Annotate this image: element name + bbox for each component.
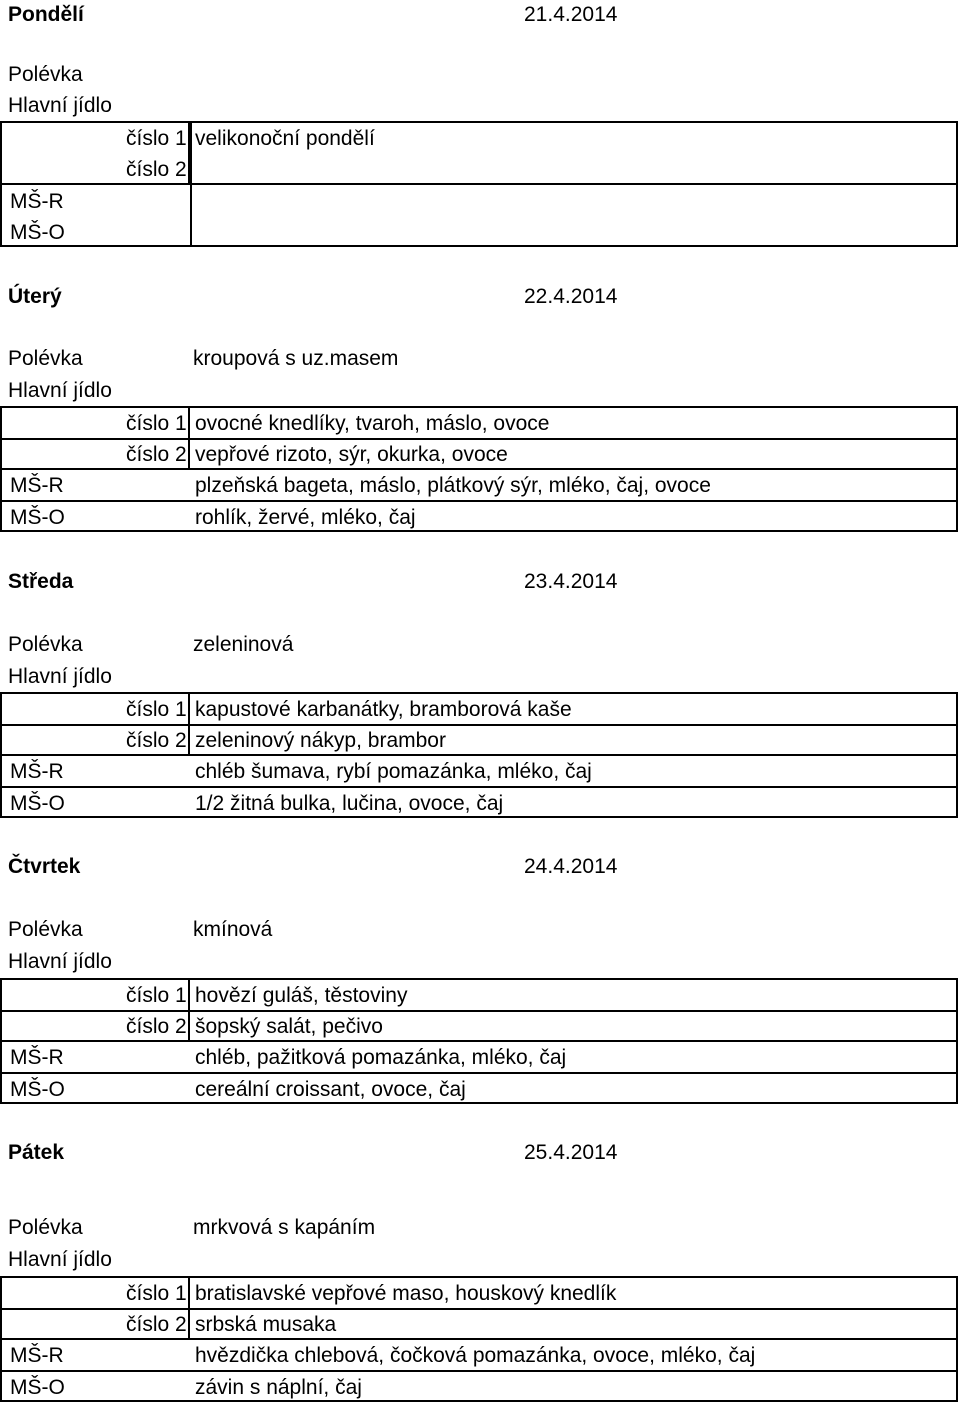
main-dish-label: Hlavní jídlo <box>8 950 112 973</box>
soup-row <box>0 343 960 374</box>
menu-grid <box>0 121 958 247</box>
soup-value: kmínová <box>193 918 273 941</box>
option-2-row <box>2 1309 956 1340</box>
soup-value: mrkvová s kapáním <box>193 1216 376 1239</box>
mso-label: MŠ-O <box>10 221 65 244</box>
soup-label: Polévka <box>8 1216 83 1239</box>
main-dish-row <box>0 375 960 406</box>
mso-label: MŠ-O <box>10 1376 65 1399</box>
day-date: 22.4.2014 <box>524 285 618 308</box>
option-1-row <box>2 408 956 439</box>
main-dish-label: Hlavní jídlo <box>8 1248 112 1271</box>
msr-label: MŠ-R <box>10 1046 64 1069</box>
mso-value: 1/2 žitná bulka, lučina, ovoce, čaj <box>195 792 504 815</box>
mso-label: MŠ-O <box>10 792 65 815</box>
mso-label: MŠ-O <box>10 506 65 529</box>
soup-label: Polévka <box>8 347 83 370</box>
day-name: Čtvrtek <box>8 855 81 878</box>
main-dish-row <box>0 90 960 121</box>
option-2-row <box>2 1011 956 1042</box>
option-2-label: číslo 2 <box>126 443 187 466</box>
msr-label: MŠ-R <box>10 1344 64 1367</box>
soup-row <box>0 59 960 90</box>
msr-row <box>2 756 956 787</box>
option-2-row <box>2 154 956 185</box>
day-name: Úterý <box>8 285 62 308</box>
option-1-value: ovocné knedlíky, tvaroh, máslo, ovoce <box>195 412 550 435</box>
msr-value: hvězdička chlebová, čočková pomazánka, ovoce, mléko, čaj <box>195 1344 756 1367</box>
msr-label: MŠ-R <box>10 190 64 213</box>
day-date: 23.4.2014 <box>524 570 618 593</box>
msr-label: MŠ-R <box>10 760 64 783</box>
soup-row <box>0 1212 960 1243</box>
option-2-label: číslo 2 <box>126 729 187 752</box>
mso-row <box>2 1372 956 1403</box>
menu-grid <box>0 692 958 818</box>
option-1-row <box>2 694 956 725</box>
day-name: Pondělí <box>8 3 84 26</box>
option-1-row <box>2 123 956 154</box>
soup-value: zeleninová <box>193 633 294 656</box>
option-1-label: číslo 1 <box>126 984 187 1007</box>
soup-row <box>0 914 960 945</box>
main-dish-row <box>0 661 960 692</box>
menu-grid <box>0 406 958 532</box>
msr-row <box>2 470 956 501</box>
main-dish-label: Hlavní jídlo <box>8 94 112 117</box>
option-2-label: číslo 2 <box>126 158 187 181</box>
day-name: Středa <box>8 570 74 593</box>
option-1-value: velikonoční pondělí <box>195 127 375 150</box>
option-2-value: šopský salát, pečivo <box>195 1015 383 1038</box>
option-1-label: číslo 1 <box>126 1282 187 1305</box>
option-2-value: vepřové rizoto, sýr, okurka, ovoce <box>195 443 508 466</box>
msr-row <box>2 1042 956 1073</box>
main-dish-label: Hlavní jídlo <box>8 665 112 688</box>
soup-label: Polévka <box>8 633 83 656</box>
mso-value: rohlík, žervé, mléko, čaj <box>195 506 416 529</box>
msr-label: MŠ-R <box>10 474 64 497</box>
main-dish-row <box>0 1244 960 1275</box>
mso-value: závin s náplní, čaj <box>195 1376 362 1399</box>
mso-row <box>2 502 956 533</box>
main-dish-row <box>0 946 960 977</box>
option-1-value: bratislavské vepřové maso, houskový knedlík <box>195 1282 617 1305</box>
mso-row <box>2 788 956 819</box>
option-2-row <box>2 439 956 470</box>
option-1-row <box>2 1278 956 1309</box>
msr-value: chléb šumava, rybí pomazánka, mléko, čaj <box>195 760 592 783</box>
mso-row <box>2 217 956 248</box>
msr-row <box>2 1340 956 1371</box>
day-date: 24.4.2014 <box>524 855 618 878</box>
mso-value: cereální croissant, ovoce, čaj <box>195 1078 466 1101</box>
option-1-row <box>2 980 956 1011</box>
option-1-label: číslo 1 <box>126 127 187 150</box>
option-2-label: číslo 2 <box>126 1015 187 1038</box>
msr-value: plzeňská bageta, máslo, plátkový sýr, mléko, čaj, ovoce <box>195 474 711 497</box>
mso-row <box>2 1074 956 1105</box>
option-2-row <box>2 725 956 756</box>
option-1-value: kapustové karbanátky, bramborová kaše <box>195 698 572 721</box>
menu-grid <box>0 1276 958 1402</box>
day-name: Pátek <box>8 1141 65 1164</box>
msr-value: chléb, pažitková pomazánka, mléko, čaj <box>195 1046 567 1069</box>
option-2-value: srbská musaka <box>195 1313 337 1336</box>
option-2-label: číslo 2 <box>126 1313 187 1336</box>
soup-label: Polévka <box>8 918 83 941</box>
msr-row <box>2 186 956 217</box>
menu-grid <box>0 978 958 1104</box>
main-dish-label: Hlavní jídlo <box>8 379 112 402</box>
option-1-label: číslo 1 <box>126 698 187 721</box>
mso-label: MŠ-O <box>10 1078 65 1101</box>
option-2-value: zeleninový nákyp, brambor <box>195 729 446 752</box>
option-1-label: číslo 1 <box>126 412 187 435</box>
day-date: 21.4.2014 <box>524 3 618 26</box>
soup-label: Polévka <box>8 63 83 86</box>
day-date: 25.4.2014 <box>524 1141 618 1164</box>
soup-row <box>0 629 960 660</box>
option-1-value: hovězí guláš, těstoviny <box>195 984 408 1007</box>
soup-value: kroupová s uz.masem <box>193 347 399 370</box>
